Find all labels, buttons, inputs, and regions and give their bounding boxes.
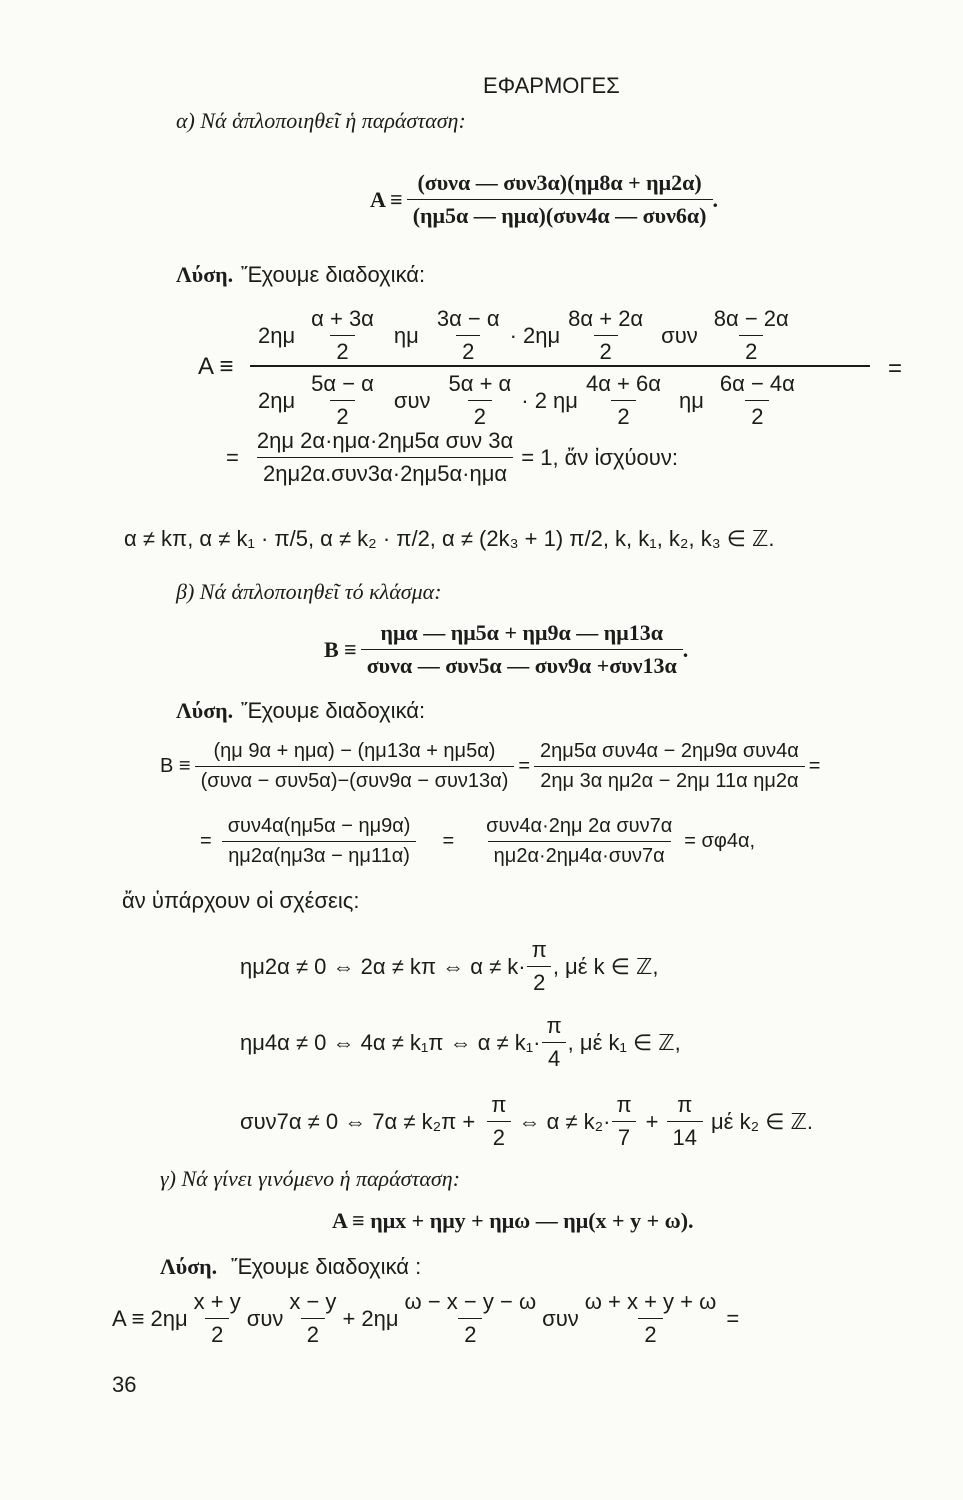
line1-frac-1 — [195, 740, 515, 793]
line2-frac-2-den: ημ2α·2ημ4α·συν7α — [488, 841, 671, 868]
cond2-left: ημ4α ≠ 0 ⇔ 4α ≠ k₁π ⇔ α ≠ k₁· — [240, 1029, 541, 1055]
big-fraction-bar — [250, 365, 870, 367]
part-a-solution-line — [176, 262, 425, 288]
num-frac-1 — [305, 306, 380, 365]
num-term-3: · 2ημ — [509, 322, 561, 348]
den-frac-4 — [714, 371, 801, 430]
den-frac-3 — [580, 371, 667, 430]
step2-numerator: 2ημ 2α·ημα·2ημ5α συν 3α — [256, 428, 514, 453]
partc-frac-3-den: 2 — [458, 1318, 482, 1348]
cond3-frac-3-den: 14 — [667, 1121, 703, 1151]
partc-frac-2 — [283, 1289, 342, 1348]
num-frac-4-bot: 2 — [739, 335, 763, 365]
part-b-line-2 — [200, 815, 755, 868]
expr-numerator: ημα — ημ5α + ημ9α — ημ13α — [380, 620, 663, 645]
expr-fraction — [407, 170, 713, 229]
part-b-heading: β) Νά ἁπλοποιηθεῖ τό κλάσμα: — [176, 579, 442, 604]
solution-intro: Ἔχουμε διαδοχικά: — [241, 698, 426, 723]
den-term-3: · 2 ημ — [521, 387, 578, 413]
line2-eq2: = — [442, 830, 455, 852]
step2-result: = 1, ἄν ἰσχύουν: — [521, 444, 678, 470]
part-b-condition-2 — [240, 1013, 681, 1072]
part-b-condition-3 — [240, 1092, 813, 1151]
den-frac-2 — [443, 371, 518, 430]
cond3-left: συν7α ≠ 0 ⇔ 7α ≠ k₂π + — [240, 1108, 476, 1134]
den-frac-2-bot: 2 — [468, 400, 492, 430]
line2-frac-1-den: ημ2α(ημ3α − ημ11α) — [222, 841, 416, 868]
line2-result: = σφ4α, — [684, 830, 756, 852]
line2-frac-2-num: συν4α·2ημ 2α συν7α — [486, 815, 673, 837]
den-frac-2-top: 5α + α — [448, 371, 512, 396]
num-frac-1-top: α + 3α — [311, 306, 374, 331]
expr-lhs: A ≡ — [370, 186, 403, 212]
line1-frac-2-den: 2ημ 3α ημ2α − 2ημ 11α ημ2α — [534, 766, 804, 793]
part-b-expression — [324, 620, 688, 679]
partc-frac-2-num: x − y — [289, 1289, 337, 1314]
num-frac-4 — [708, 306, 795, 365]
partc-term-5: = — [726, 1305, 740, 1331]
partc-frac-1-den: 2 — [205, 1318, 229, 1348]
cond1-right: , μέ k ∈ ℤ, — [552, 953, 659, 979]
line1-lhs: B ≡ — [160, 755, 191, 777]
line1-frac-2 — [534, 740, 805, 793]
part-b-condition-intro: ἄν ὑπάρχουν οἱ σχέσεις: — [122, 888, 360, 913]
num-frac-3 — [562, 306, 649, 365]
partc-lhs: A ≡ 2ημ — [112, 1305, 188, 1331]
line1-eq: = — [518, 755, 531, 777]
line1-frac-2-num: 2ημ5α συν4α − 2ημ9α συν4α — [540, 740, 799, 762]
line2-frac-2 — [480, 815, 678, 868]
partc-term-4: συν — [542, 1305, 579, 1331]
part-a-conditions: α ≠ kπ, α ≠ k₁ · π/5, α ≠ k₂ · π/2, α ≠ (2k₃ + 1) π/2, k, k₁, k₂, k₃ ∈ ℤ. — [124, 526, 775, 551]
den-frac-3-top: 4α + 6α — [585, 371, 661, 396]
cond1-left: ημ2α ≠ 0 ⇔ 2α ≠ kπ ⇔ α ≠ k· — [240, 953, 526, 979]
den-frac-1 — [305, 371, 380, 430]
cond3-frac-2-den: 7 — [612, 1121, 636, 1151]
cond2-right: , μέ k₁ ∈ ℤ, — [567, 1029, 681, 1055]
cond3-frac-3 — [667, 1092, 703, 1151]
part-a-step-2 — [226, 428, 678, 487]
cond3-mid: ⇔ α ≠ k₂· — [518, 1108, 611, 1134]
part-b-solution-line — [176, 698, 425, 724]
den-frac-4-top: 6α − 4α — [719, 371, 795, 396]
page-header-title: ΕΦΑΡΜΟΓΕΣ — [483, 73, 620, 98]
step2-fraction — [251, 428, 519, 487]
expr-fraction — [361, 620, 683, 679]
solution-intro: Ἔχουμε διαδοχικά : — [231, 1254, 422, 1279]
big-fraction-denominator — [258, 371, 801, 430]
cond2-frac-num: π — [546, 1013, 562, 1038]
line1-frac-1-num: (ημ 9α + ημα) − (ημ13α + ημ5α) — [213, 740, 496, 762]
partc-frac-2-den: 2 — [301, 1318, 325, 1348]
den-frac-4-bot: 2 — [745, 400, 769, 430]
expr-end: . — [682, 636, 689, 662]
big-fraction-equals: = — [888, 355, 903, 382]
partc-frac-4-den: 2 — [638, 1318, 662, 1348]
solution-label: Λύση. — [160, 1254, 218, 1279]
expr-denominator: συνα — συν5α — συν9α +συν13α — [361, 649, 683, 679]
num-term-2: ημ — [393, 322, 419, 348]
num-frac-1-bot: 2 — [330, 335, 354, 365]
expr-numerator: (συνα — συν3α)(ημ8α + ημ2α) — [417, 170, 702, 195]
partc-term-2: συν — [246, 1305, 284, 1331]
solution-label: Λύση. — [176, 698, 234, 723]
expr-end: . — [712, 186, 718, 212]
part-b-line-1 — [160, 740, 820, 793]
part-a-expression — [370, 170, 718, 229]
expr-denominator: (ημ5α — ημα)(συν4α — συν6α) — [407, 199, 713, 229]
step2-denominator: 2ημ2α.συν3α·2ημ5α·ημα — [257, 457, 513, 487]
line1-frac-1-den: (συνα − συν5α)−(συν9α − συν13α) — [195, 766, 515, 793]
den-frac-3-bot: 2 — [611, 400, 635, 430]
partc-frac-3-num: ω − x − y − ω — [404, 1289, 537, 1314]
part-c-heading: γ) Νά γίνει γινόμενο ἡ παράσταση: — [160, 1166, 461, 1191]
cond3-right: μέ k₂ ∈ ℤ. — [710, 1108, 814, 1134]
part-b-condition-1 — [240, 937, 659, 996]
num-frac-3-top: 8α + 2α — [568, 306, 644, 331]
partc-frac-4-num: ω + x + y + ω — [584, 1289, 717, 1314]
num-frac-2-top: 3α − α — [436, 306, 500, 331]
den-term-1: 2ημ — [258, 387, 296, 413]
num-frac-3-bot: 2 — [594, 335, 618, 365]
part-c-solution-line — [160, 1254, 421, 1280]
num-term-4: συν — [661, 322, 698, 348]
part-a-heading: α) Νά ἁπλοποιηθεῖ ἡ παράσταση: — [176, 108, 466, 133]
cond3-frac-1 — [485, 1092, 512, 1151]
partc-term-3: + 2ημ — [342, 1305, 399, 1331]
partc-frac-1 — [188, 1289, 247, 1348]
line2-frac-1 — [222, 815, 417, 868]
big-fraction-numerator — [258, 306, 795, 365]
cond1-frac — [526, 937, 553, 996]
cond2-frac-den: 4 — [542, 1042, 566, 1072]
den-term-4: ημ — [678, 387, 704, 413]
num-term-1: 2ημ — [258, 322, 296, 348]
cond3-frac-1-den: 2 — [487, 1121, 511, 1151]
partc-frac-3 — [399, 1289, 543, 1348]
num-frac-2-bot: 2 — [456, 335, 480, 365]
part-c-expression: A ≡ ημx + ημy + ημω — ημ(x + y + ω). — [332, 1208, 694, 1233]
partc-frac-4 — [579, 1289, 723, 1348]
solution-label: Λύση. — [176, 262, 234, 287]
cond3-frac-2 — [610, 1092, 637, 1151]
cond3-frac-3-num: π — [677, 1092, 693, 1117]
page-number: 36 — [112, 1372, 137, 1397]
den-frac-1-bot: 2 — [330, 400, 354, 430]
den-frac-1-top: 5α − α — [311, 371, 374, 396]
cond3-plus: + — [645, 1108, 659, 1134]
num-frac-2 — [431, 306, 506, 365]
partc-frac-1-num: x + y — [193, 1289, 241, 1314]
cond3-frac-1-num: π — [491, 1092, 507, 1117]
solution-intro: Ἔχουμε διαδοχικά: — [241, 262, 426, 287]
line1-end: = — [808, 755, 821, 777]
cond1-frac-den: 2 — [527, 966, 551, 996]
step2-eq: = — [226, 444, 239, 470]
line2-frac-1-num: συν4α(ημ5α − ημ9α) — [227, 815, 411, 837]
line2-eq: = — [200, 830, 212, 852]
part-c-line — [112, 1289, 739, 1348]
expr-lhs: B ≡ — [324, 636, 357, 662]
cond1-frac-num: π — [531, 937, 547, 962]
den-term-2: συν — [393, 387, 431, 413]
cond2-frac — [540, 1013, 567, 1072]
num-frac-4-top: 8α − 2α — [713, 306, 789, 331]
big-fraction-lhs: A ≡ — [198, 353, 234, 380]
cond3-frac-2-num: π — [616, 1092, 632, 1117]
